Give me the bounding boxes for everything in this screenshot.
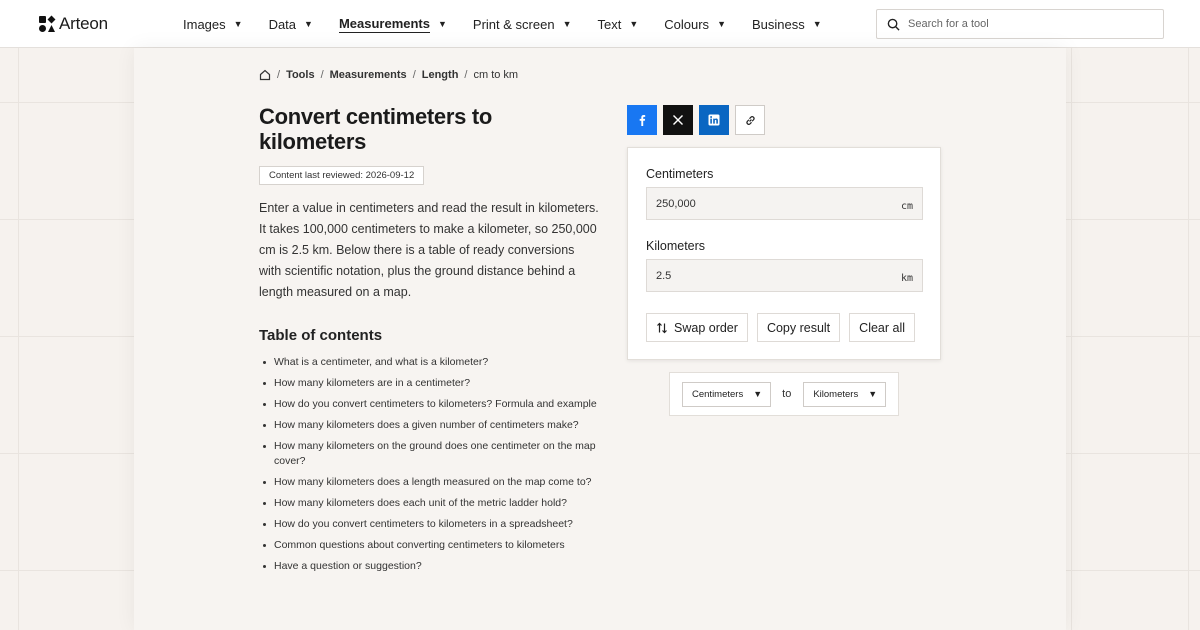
breadcrumb-separator: / bbox=[412, 69, 416, 81]
nav-item-label: Colours bbox=[664, 16, 710, 32]
nav-item-label: Print & screen bbox=[472, 16, 555, 32]
copy-result-button[interactable]: Copy result bbox=[757, 313, 840, 342]
breadcrumb-separator: / bbox=[464, 69, 468, 81]
clear-all-button[interactable]: Clear all bbox=[849, 313, 915, 342]
nav-item-measurements[interactable] bbox=[339, 0, 447, 48]
from-unit-select[interactable] bbox=[682, 382, 771, 407]
toc-item[interactable]: How do you convert centimeters to kilometers? Formula and example bbox=[274, 397, 604, 412]
breadcrumb-current: cm to km bbox=[473, 69, 519, 81]
nav-item-business[interactable] bbox=[752, 0, 822, 48]
search-box bbox=[876, 9, 1164, 39]
link-icon bbox=[744, 114, 757, 127]
intro-paragraph: Enter a value in centimeters and read the result in kilometers. It takes 100,000 centimeters to make a kilometer, so 250,000 cm is 2.5 km. Below there is a table of ready conversions with scientific notation, plus the ground distance behind a length measured on a map. bbox=[259, 201, 599, 299]
logo-mark-icon bbox=[39, 16, 55, 32]
converter-card bbox=[627, 147, 941, 360]
toc-item[interactable]: How many kilometers does a length measured on the map come to? bbox=[274, 475, 604, 490]
copy-link-button[interactable] bbox=[735, 105, 765, 135]
nav-item-label: Data bbox=[268, 16, 297, 32]
from-label: Centimeters bbox=[646, 167, 714, 181]
breadcrumb-separator: / bbox=[320, 69, 324, 81]
nav-item-label: Text bbox=[597, 16, 622, 32]
main-nav bbox=[183, 0, 848, 48]
to-unit-value: Kilometers bbox=[813, 388, 859, 400]
swap-order-button[interactable] bbox=[646, 313, 748, 342]
toc-item[interactable]: How many kilometers does a given number of centimeters make? bbox=[274, 418, 604, 433]
centimeters-unit: cm bbox=[900, 201, 913, 212]
toc-item[interactable]: How many kilometers are in a centimeter? bbox=[274, 376, 604, 391]
caret-down-icon: ▼ bbox=[629, 19, 639, 29]
home-icon[interactable] bbox=[259, 69, 271, 81]
toc-item[interactable]: What is a centimeter, and what is a kilometer? bbox=[274, 355, 604, 370]
unit-connector: to bbox=[782, 388, 792, 400]
nav-item-colours[interactable] bbox=[664, 0, 726, 48]
nav-item-text[interactable] bbox=[598, 0, 639, 48]
toc-item[interactable]: Common questions about converting centimeters to kilometers bbox=[274, 538, 604, 553]
breadcrumb bbox=[259, 69, 518, 81]
toc-item[interactable]: How do you convert centimeters to kilometers in a spreadsheet? bbox=[274, 517, 604, 532]
kilometers-unit: km bbox=[900, 273, 913, 284]
caret-down-icon: ▼ bbox=[812, 19, 822, 29]
nav-item-images[interactable] bbox=[183, 0, 243, 48]
caret-down-icon: ▼ bbox=[753, 389, 763, 399]
caret-down-icon: ▼ bbox=[233, 19, 243, 29]
breadcrumb-separator: / bbox=[277, 69, 281, 81]
converter-actions bbox=[646, 313, 915, 342]
share-linkedin-button[interactable] bbox=[699, 105, 729, 135]
nav-item-label: Business bbox=[751, 16, 805, 32]
swap-order-label: Swap order bbox=[674, 320, 738, 335]
centimeters-field[interactable] bbox=[646, 187, 923, 220]
share-buttons bbox=[627, 105, 765, 135]
brand-name: Arteon bbox=[59, 14, 108, 33]
unit-selectors bbox=[669, 372, 899, 416]
nav-item-print-screen[interactable] bbox=[473, 0, 572, 48]
caret-down-icon: ▼ bbox=[717, 19, 726, 29]
kilometers-value: 2.5 bbox=[656, 269, 672, 282]
search-icon bbox=[887, 18, 900, 31]
share-x-button[interactable] bbox=[663, 105, 693, 135]
site-header bbox=[0, 0, 1200, 48]
kilometers-field[interactable] bbox=[646, 259, 923, 292]
nav-item-data[interactable] bbox=[269, 0, 313, 48]
table-of-contents bbox=[274, 355, 604, 580]
toc-item[interactable]: How many kilometers does each unit of the metric ladder hold? bbox=[274, 496, 604, 511]
nav-item-label: Images bbox=[183, 16, 226, 32]
caret-down-icon: ▼ bbox=[562, 19, 572, 29]
linkedin-icon bbox=[708, 114, 720, 126]
toc-item[interactable]: Have a question or suggestion? bbox=[274, 559, 604, 574]
to-label: Kilometers bbox=[646, 239, 706, 253]
caret-down-icon: ▼ bbox=[868, 389, 878, 399]
centimeters-value: 250,000 bbox=[656, 197, 696, 210]
reviewed-badge: Content last reviewed: 2026-09-12 bbox=[259, 166, 424, 185]
toc-title: Table of contents bbox=[259, 327, 383, 344]
breadcrumb-link-measurements[interactable]: Measurements bbox=[329, 69, 407, 81]
facebook-icon bbox=[636, 114, 648, 126]
swap-icon bbox=[656, 322, 668, 334]
share-facebook-button[interactable] bbox=[627, 105, 657, 135]
caret-down-icon: ▼ bbox=[304, 19, 313, 29]
nav-item-label: Measurements bbox=[338, 15, 430, 31]
search-input[interactable] bbox=[908, 18, 1138, 30]
brand-logo[interactable] bbox=[39, 14, 108, 34]
from-unit-value: Centimeters bbox=[692, 388, 744, 400]
to-unit-select[interactable] bbox=[803, 382, 886, 407]
x-icon bbox=[672, 114, 684, 126]
toc-item[interactable]: How many kilometers on the ground does one centimeter on the map cover? bbox=[274, 439, 604, 469]
caret-down-icon: ▼ bbox=[438, 19, 447, 29]
breadcrumb-link-tools[interactable]: Tools bbox=[286, 69, 315, 81]
breadcrumb-link-length[interactable]: Length bbox=[421, 69, 459, 81]
page-title: Convert centimeters to kilometers bbox=[259, 104, 493, 154]
